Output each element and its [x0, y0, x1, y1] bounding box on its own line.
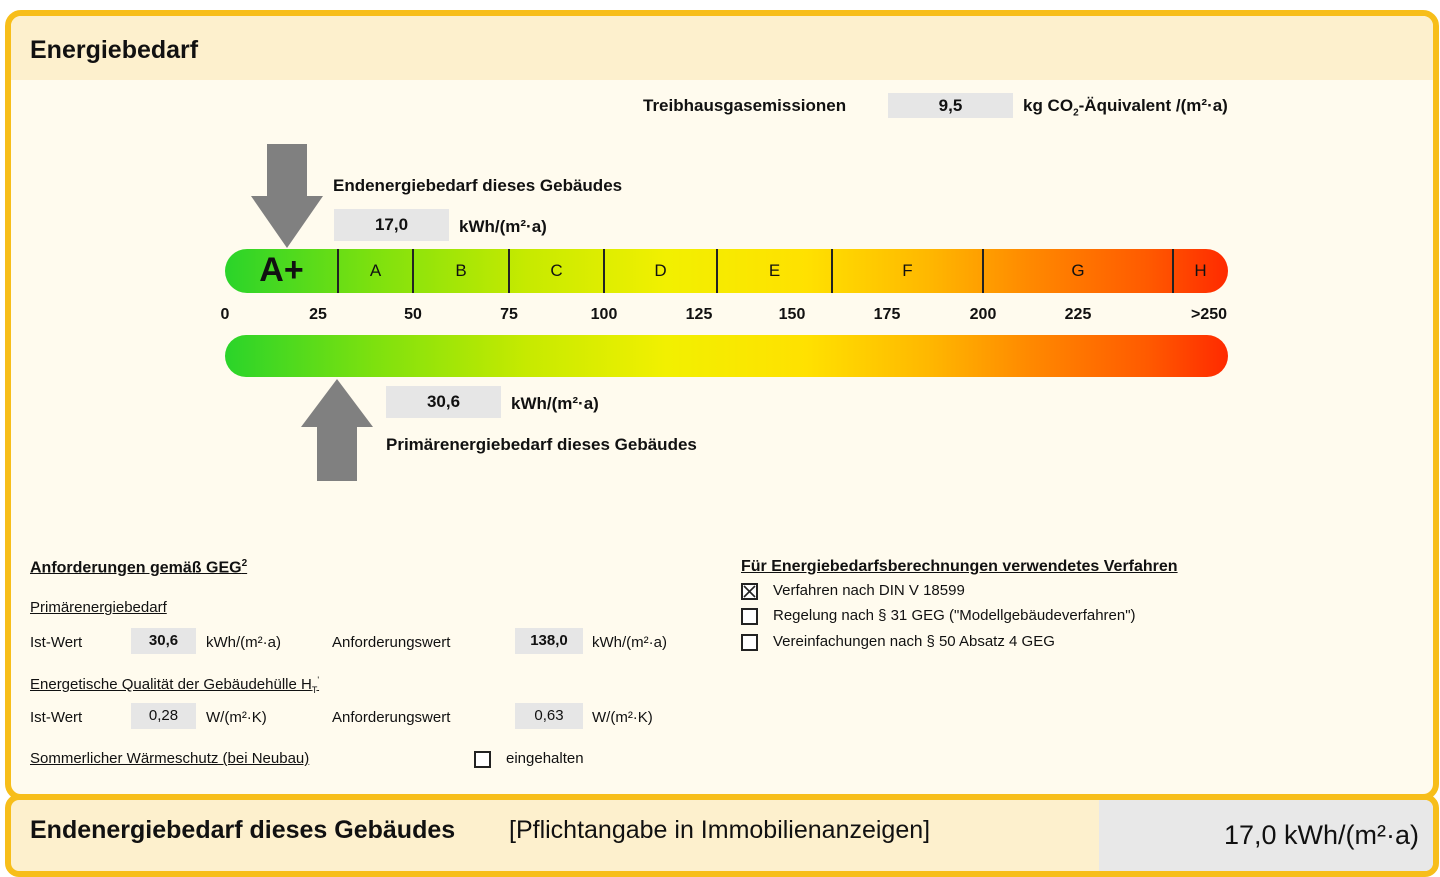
envelope-req-label: Anforderungswert: [332, 709, 451, 726]
scale-tick-label: 225: [1064, 306, 1092, 323]
energy-class-a: A: [369, 261, 382, 280]
panel-header: [11, 16, 1433, 80]
class-divider: [982, 249, 984, 293]
class-divider: [412, 249, 414, 293]
end-energy-unit: kWh/(m²·a): [459, 217, 547, 236]
scale-tick-label: 0: [220, 306, 230, 323]
energy-class-d: D: [654, 261, 667, 280]
footer-title: Endenergiebedarf dieses Gebäudes: [30, 816, 456, 844]
scale-tick-label: 25: [309, 306, 327, 323]
primary-energy-arrow-icon: [297, 379, 377, 483]
primary-req-label: Anforderungswert: [332, 634, 451, 651]
summer-checkbox-label: eingehalten: [506, 750, 584, 767]
end-energy-arrow-icon: [247, 144, 327, 248]
method-checkbox-model[interactable]: [741, 608, 758, 625]
method-checkbox-simplified[interactable]: [741, 634, 758, 651]
class-divider: [508, 249, 510, 293]
scale-tick-label: 200: [969, 306, 997, 323]
energy-demand-panel: [5, 10, 1439, 800]
method-checkbox-din[interactable]: [741, 583, 758, 600]
scale-tick-label: 150: [778, 306, 806, 323]
primary-ist-unit: kWh/(m²·a): [206, 634, 281, 651]
primary-req-value: 138,0: [515, 628, 583, 654]
primary-energy-unit: kWh/(m²·a): [511, 394, 599, 413]
emissions-label: Treibhausgasemissionen: [643, 96, 847, 115]
emissions-value: 9,5: [888, 93, 1013, 118]
primary-req-unit: kWh/(m²·a): [592, 634, 667, 651]
scale-tick-label: >250: [1190, 306, 1228, 323]
envelope-req-unit: W/(m²·K): [592, 709, 653, 726]
scale-tick-label: 125: [685, 306, 713, 323]
method-title: Für Energiebedarfsberechnungen verwendetes Verfahren: [741, 558, 1178, 575]
emissions-unit: kg $CO_2$-Äquivalent /(m²·a): [1023, 96, 1228, 119]
end-energy-value: 17,0: [334, 209, 449, 241]
scale-tick-label: 50: [404, 306, 422, 323]
footer-note: [Pflichtangabe in Immobilienanzeigen]: [509, 816, 931, 844]
class-divider: [831, 249, 833, 293]
primary-ist-value: 30,6: [131, 628, 196, 654]
method-label-simplified: Vereinfachungen nach § 50 Absatz 4 GEG: [773, 633, 1055, 650]
primary-energy-scale: [225, 335, 1228, 377]
energy-class-c: C: [550, 261, 563, 280]
energy-class-b: B: [455, 261, 467, 280]
class-divider: [1172, 249, 1174, 293]
page-title: Energiebedarf: [30, 36, 199, 64]
envelope-ist-unit: W/(m²·K): [206, 709, 267, 726]
envelope-ist-label: Ist-Wert: [30, 709, 83, 726]
class-divider: [716, 249, 718, 293]
energy-class-a-plus: A+: [259, 251, 304, 289]
primary-ist-label: Ist-Wert: [30, 634, 83, 651]
class-divider: [337, 249, 339, 293]
check-x-icon: [743, 585, 756, 598]
energy-class-g: G: [1071, 261, 1085, 280]
energy-class-scale: [225, 249, 1228, 293]
requirements-title: Anforderungen gemäß GEG$^2$: [30, 558, 248, 577]
method-label-din: Verfahren nach DIN V 18599: [773, 582, 965, 599]
summer-title: Sommerlicher Wärmeschutz (bei Neubau): [30, 750, 310, 767]
footer-panel: [5, 794, 1439, 877]
class-divider: [603, 249, 605, 293]
envelope-req-value: 0,63: [515, 703, 583, 729]
primary-energy-value: 30,6: [386, 386, 501, 418]
end-energy-label: Endenergiebedarf dieses Gebäudes: [333, 176, 623, 195]
primary-energy-label: Primärenergiebedarf dieses Gebäudes: [386, 435, 697, 454]
energy-class-h: H: [1194, 261, 1207, 280]
summer-checkbox[interactable]: [474, 751, 491, 768]
primary-req-title: Primärenergiebedarf: [30, 599, 167, 616]
envelope-ist-value: 0,28: [131, 703, 196, 729]
energy-class-e: E: [768, 261, 781, 280]
footer-value: 17,0 kWh/(m²·a): [1223, 820, 1419, 850]
scale-tick-label: 100: [590, 306, 618, 323]
method-label-model: Regelung nach § 31 GEG ("Modellgebäudeverfahren"): [773, 607, 1136, 624]
energy-class-f: F: [902, 261, 913, 280]
envelope-title: Energetische Qualität der Gebäudehülle $H_T'$: [30, 675, 320, 695]
scale-tick-label: 175: [873, 306, 901, 323]
scale-tick-label: 75: [500, 306, 518, 323]
